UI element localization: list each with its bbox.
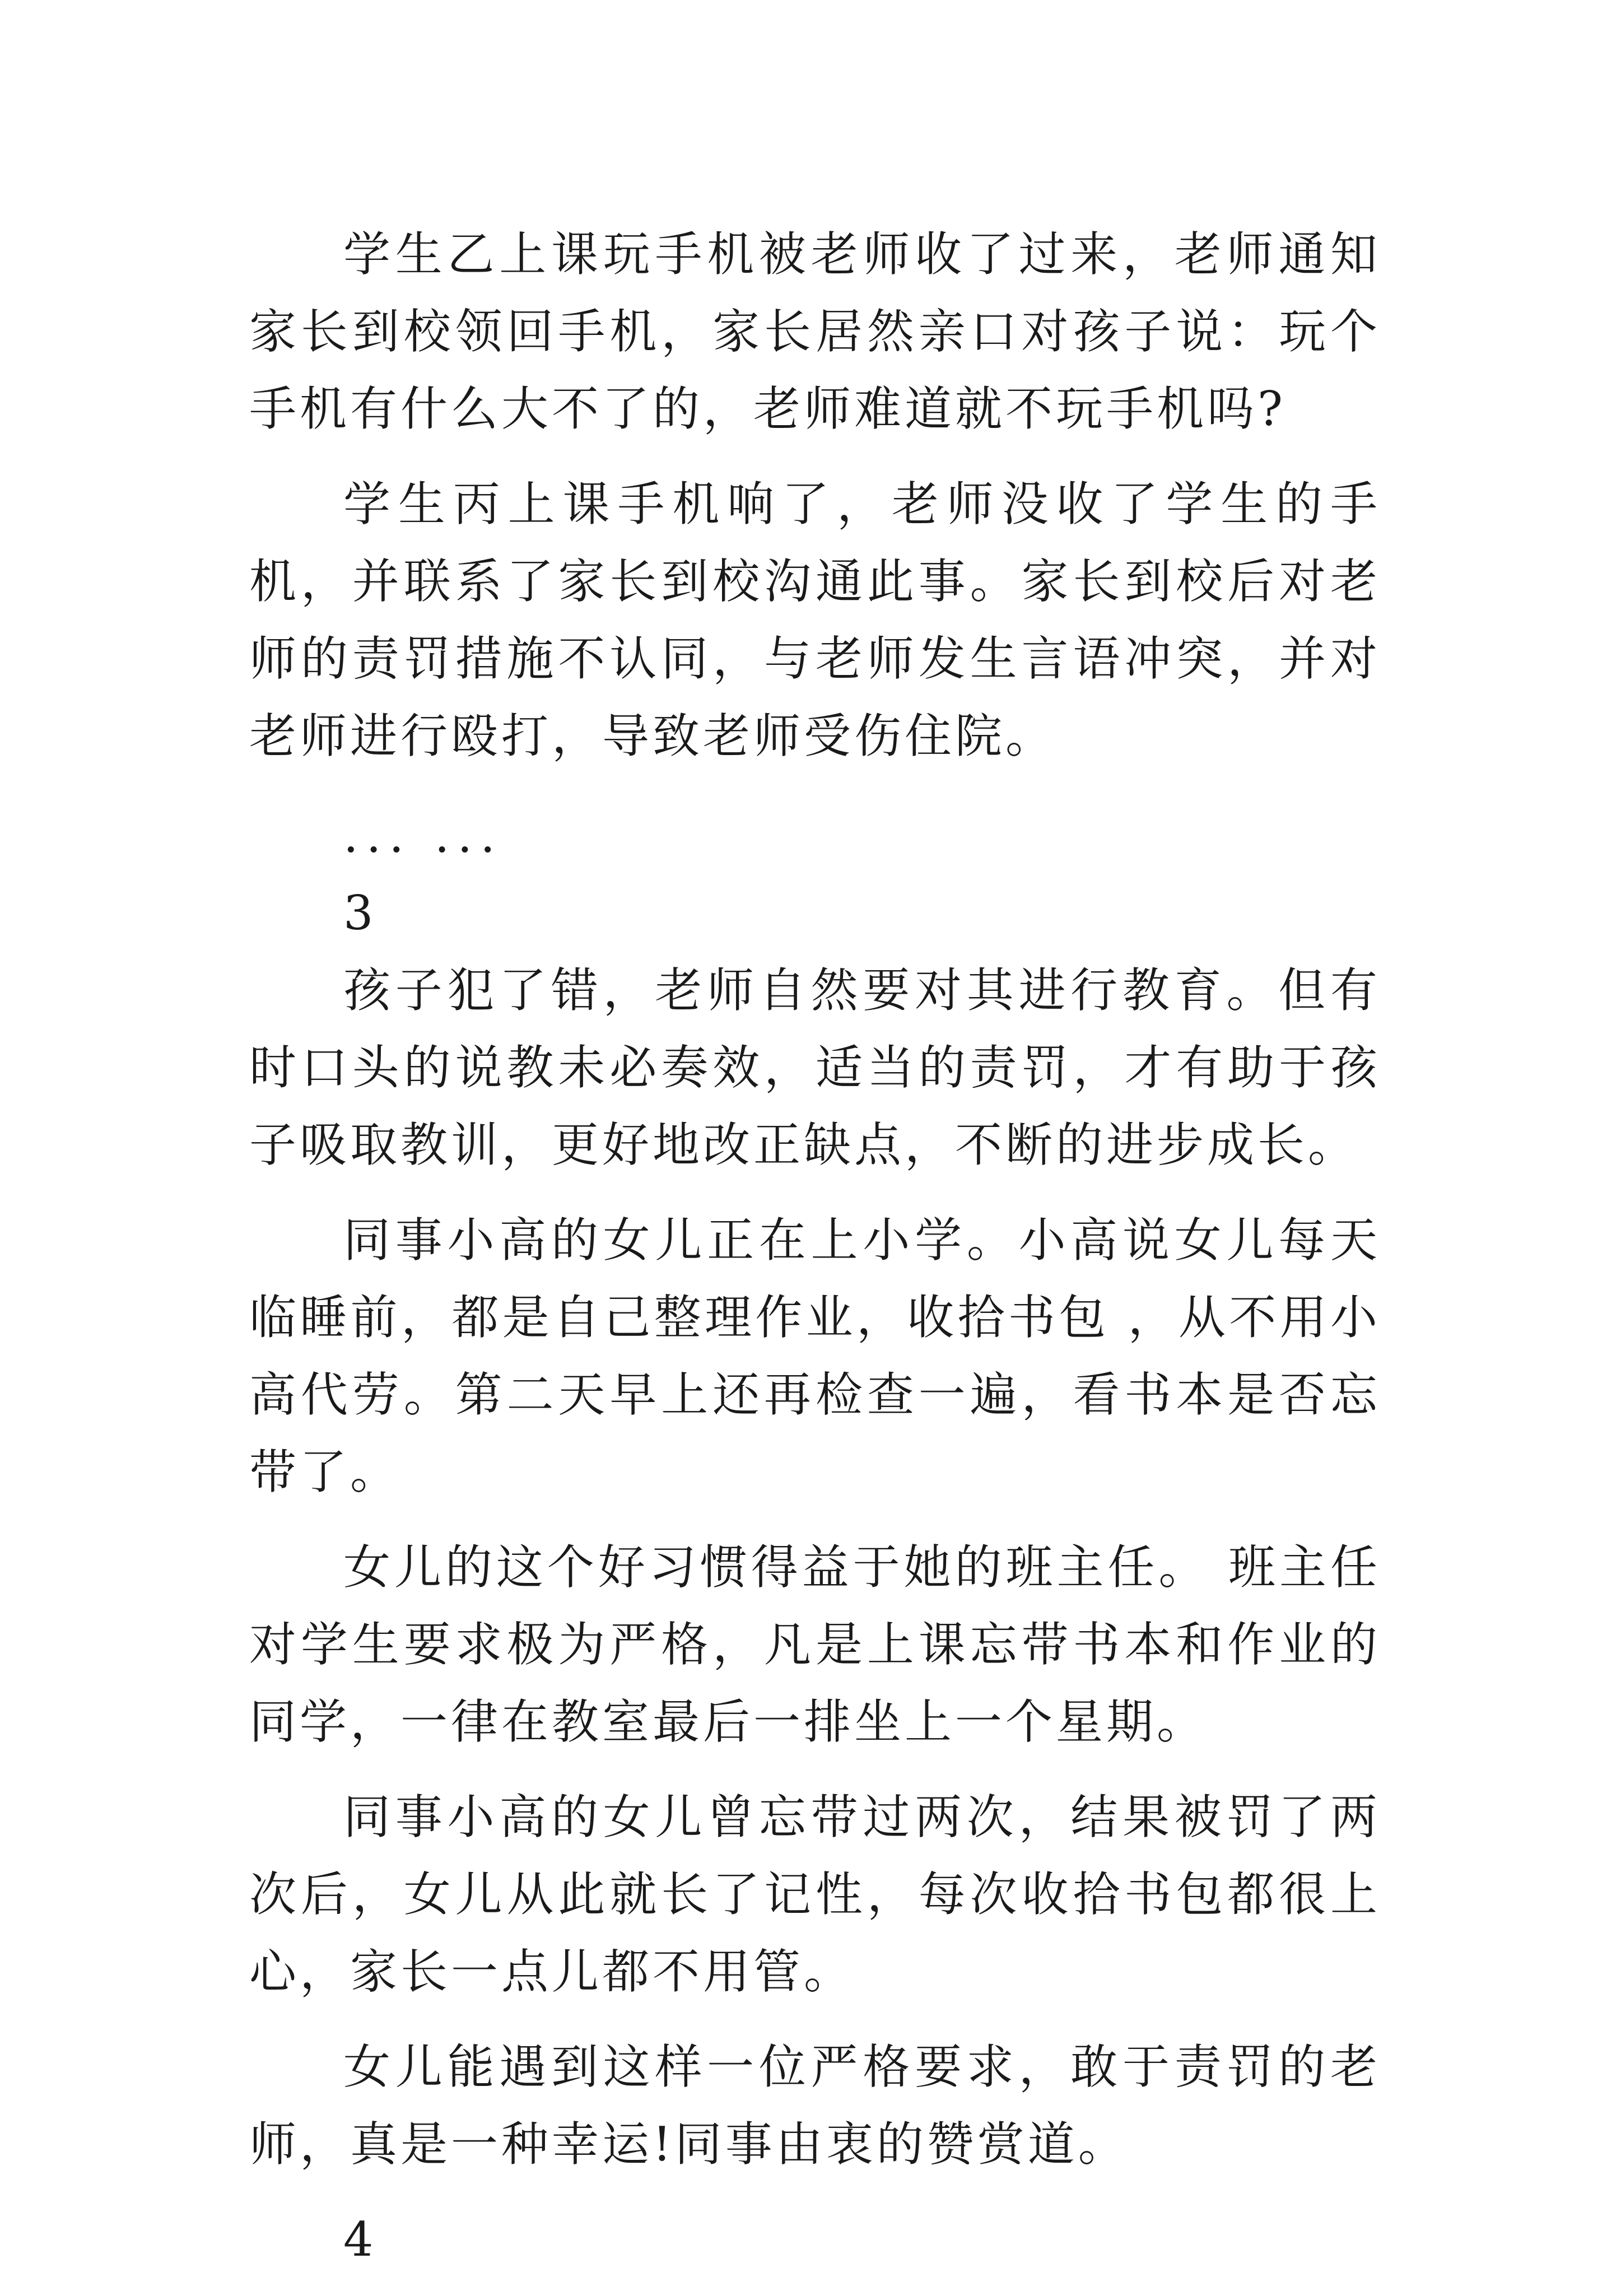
document-body: [249, 216, 1381, 2296]
paragraph-colleague-daughter: 同事小高的女儿正在上小学。小高说女儿每天临睡前，都是自己整理作业，收拾书包 ，从不用小高代劳。第二天早上还再检查一遍，看书本是否忘带了。: [249, 1213, 1381, 1499]
ellipsis-separator: ... ...: [343, 808, 503, 863]
paragraph-student-c: 学生丙上课手机响了，老师没收了学生的手机，并联系了家长到校沟通此事。家长到校后对老师的责罚措施不认同，与老师发生言语冲突，并对老师进行殴打，导致老师受伤住院。: [249, 477, 1381, 763]
paragraph-head-teacher: 女儿的这个好习惯得益于她的班主任。 班主任对学生要求极为严格，凡是上课忘带书本和作业的同学，一律在教室最后一排坐上一个星期。: [249, 1540, 1381, 1749]
paragraph-fortunate: 女儿能遇到这样一位严格要求，敢于责罚的老师，真是一种幸运!同事由衷的赞赏道。: [249, 2039, 1381, 2172]
section-number-4: 4: [343, 2212, 376, 2267]
section-number-3: 3: [343, 886, 376, 940]
paragraph-forgot-twice: 同事小高的女儿曾忘带过两次，结果被罚了两次后，女儿从此就长了记性，每次收拾书包都很上心，家长一点儿都不用管。: [249, 1790, 1381, 1999]
paragraph-punishment-education: 孩子犯了错，老师自然要对其进行教育。但有时口头的说教未必奏效，适当的责罚，才有助于孩子吸取教训，更好地改正缺点，不断的进步成长。: [249, 963, 1381, 1172]
paragraph-student-b: 学生乙上课玩手机被老师收了过来，老师通知家长到校领回手机，家长居然亲口对孩子说：玩个手机有什么大不了的，老师难道就不玩手机吗?: [249, 227, 1381, 436]
